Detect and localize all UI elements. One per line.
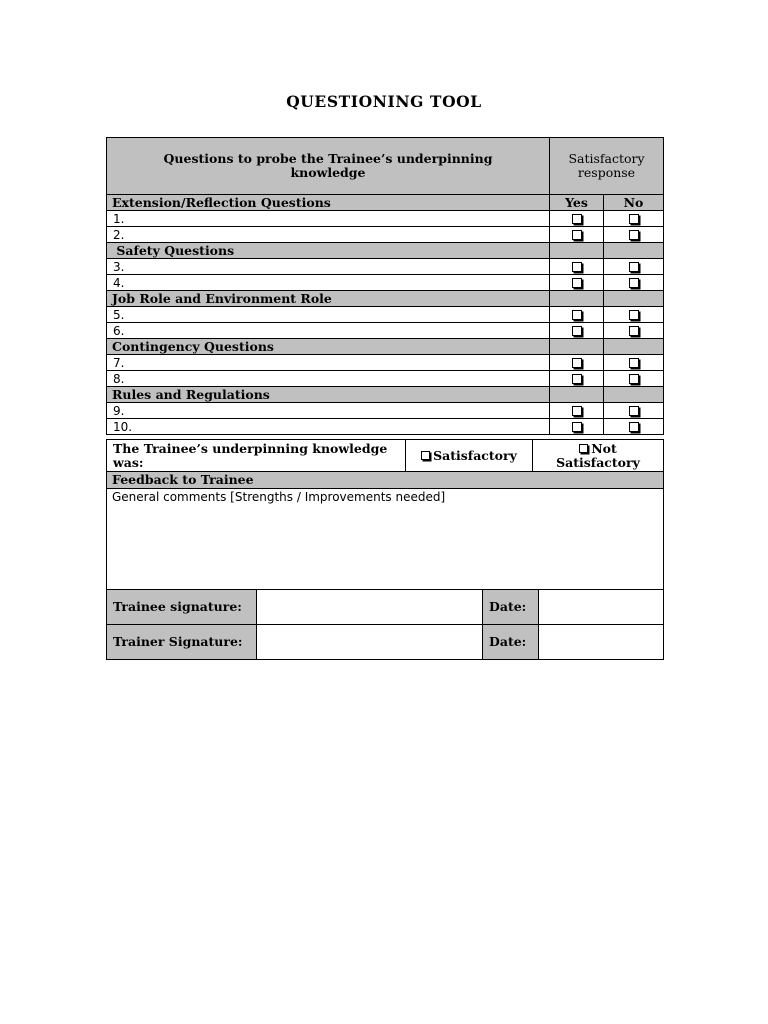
section-no-blank — [604, 387, 664, 403]
not-satisfactory-label-2: Satisfactory — [556, 454, 640, 470]
no-checkbox-icon[interactable] — [629, 358, 639, 368]
yes-cell[interactable] — [550, 371, 604, 387]
section-yes-blank — [550, 243, 604, 259]
yes-checkbox-icon[interactable] — [572, 310, 582, 320]
section-no-blank — [604, 291, 664, 307]
trainee-date-field[interactable] — [539, 590, 664, 625]
feedback-title: Feedback to Trainee — [107, 472, 664, 489]
not-satisfactory-label-1: Not — [591, 440, 617, 456]
trainee-signature-field[interactable] — [257, 590, 483, 625]
section-row — [107, 387, 664, 403]
yes-cell[interactable] — [550, 419, 604, 435]
yes-cell[interactable] — [550, 307, 604, 323]
no-cell[interactable] — [604, 403, 664, 419]
no-cell[interactable] — [604, 227, 664, 243]
yes-cell[interactable] — [550, 227, 604, 243]
no-checkbox-icon[interactable] — [629, 262, 639, 272]
section-yes-blank — [550, 339, 604, 355]
question-number: 10. — [107, 419, 550, 435]
question-row — [107, 371, 664, 387]
judgement-table — [106, 439, 664, 472]
question-number: 8. — [107, 371, 550, 387]
trainer-date-label: Date: — [483, 625, 539, 660]
satisfactory-checkbox-icon[interactable] — [421, 451, 430, 460]
question-number: 4. — [107, 275, 550, 291]
feedback-table — [106, 471, 664, 590]
question-number: 5. — [107, 307, 550, 323]
question-number: 1. — [107, 211, 550, 227]
section-no-blank — [604, 243, 664, 259]
section-row — [107, 243, 664, 259]
no-cell[interactable] — [604, 419, 664, 435]
no-checkbox-icon[interactable] — [629, 326, 639, 336]
yes-header: Yes — [550, 195, 604, 211]
section-title: Safety Questions — [107, 243, 550, 259]
no-checkbox-icon[interactable] — [629, 310, 639, 320]
yes-checkbox-icon[interactable] — [572, 406, 582, 416]
no-header: No — [604, 195, 664, 211]
no-cell[interactable] — [604, 371, 664, 387]
yes-checkbox-icon[interactable] — [572, 326, 582, 336]
no-checkbox-icon[interactable] — [629, 278, 639, 288]
section-row — [107, 195, 664, 211]
no-cell[interactable] — [604, 355, 664, 371]
question-row — [107, 259, 664, 275]
response-header: Satisfactory response — [550, 138, 664, 195]
no-cell[interactable] — [604, 211, 664, 227]
judgement-label: The Trainee’s underpinning knowledge was: — [107, 440, 406, 472]
no-checkbox-icon[interactable] — [629, 214, 639, 224]
yes-checkbox-icon[interactable] — [572, 230, 582, 240]
trainer-signature-label: Trainer Signature: — [107, 625, 257, 660]
question-number: 2. — [107, 227, 550, 243]
section-row — [107, 339, 664, 355]
no-checkbox-icon[interactable] — [629, 406, 639, 416]
trainee-signature-label: Trainee signature: — [107, 590, 257, 625]
yes-cell[interactable] — [550, 323, 604, 339]
no-checkbox-icon[interactable] — [629, 230, 639, 240]
question-row — [107, 227, 664, 243]
comments-area[interactable] — [107, 489, 664, 590]
section-title: Job Role and Environment Role — [107, 291, 550, 307]
no-cell[interactable] — [604, 323, 664, 339]
section-row — [107, 291, 664, 307]
question-number: 3. — [107, 259, 550, 275]
yes-cell[interactable] — [550, 355, 604, 371]
not-satisfactory-checkbox-icon[interactable] — [579, 444, 588, 453]
section-title: Contingency Questions — [107, 339, 550, 355]
question-row — [107, 355, 664, 371]
questions-table — [106, 137, 664, 435]
question-row — [107, 211, 664, 227]
yes-cell[interactable] — [550, 403, 604, 419]
comments-label: General comments [Strengths / Improvements needed] — [112, 490, 446, 504]
satisfactory-option-label: Satisfactory — [433, 447, 517, 463]
yes-checkbox-icon[interactable] — [572, 278, 582, 288]
no-checkbox-icon[interactable] — [629, 374, 639, 384]
no-cell[interactable] — [604, 275, 664, 291]
question-row — [107, 419, 664, 435]
satisfactory-option[interactable] — [406, 440, 533, 472]
trainee-date-label: Date: — [483, 590, 539, 625]
question-number: 7. — [107, 355, 550, 371]
no-cell[interactable] — [604, 259, 664, 275]
yes-cell[interactable] — [550, 275, 604, 291]
trainer-signature-field[interactable] — [257, 625, 483, 660]
no-checkbox-icon[interactable] — [629, 422, 639, 432]
section-no-blank — [604, 339, 664, 355]
yes-cell[interactable] — [550, 259, 604, 275]
question-row — [107, 275, 664, 291]
table-header-row — [107, 138, 664, 195]
no-cell[interactable] — [604, 307, 664, 323]
section-title: Rules and Regulations — [107, 387, 550, 403]
question-number: 6. — [107, 323, 550, 339]
question-number: 9. — [107, 403, 550, 419]
questions-header: Questions to probe the Trainee’s underpinning knowledge — [107, 138, 550, 195]
question-row — [107, 307, 664, 323]
signature-table — [106, 589, 664, 660]
yes-checkbox-icon[interactable] — [572, 422, 582, 432]
question-row — [107, 323, 664, 339]
yes-checkbox-icon[interactable] — [572, 214, 582, 224]
yes-checkbox-icon[interactable] — [572, 262, 582, 272]
yes-checkbox-icon[interactable] — [572, 358, 582, 368]
yes-checkbox-icon[interactable] — [572, 374, 582, 384]
question-row — [107, 403, 664, 419]
yes-cell[interactable] — [550, 211, 604, 227]
section-yes-blank — [550, 387, 604, 403]
document-title: QUESTIONING TOOL — [286, 92, 482, 111]
section-title: Extension/Reflection Questions — [107, 195, 550, 211]
section-yes-blank — [550, 291, 604, 307]
not-satisfactory-option[interactable] — [533, 440, 664, 472]
trainer-date-field[interactable] — [539, 625, 664, 660]
